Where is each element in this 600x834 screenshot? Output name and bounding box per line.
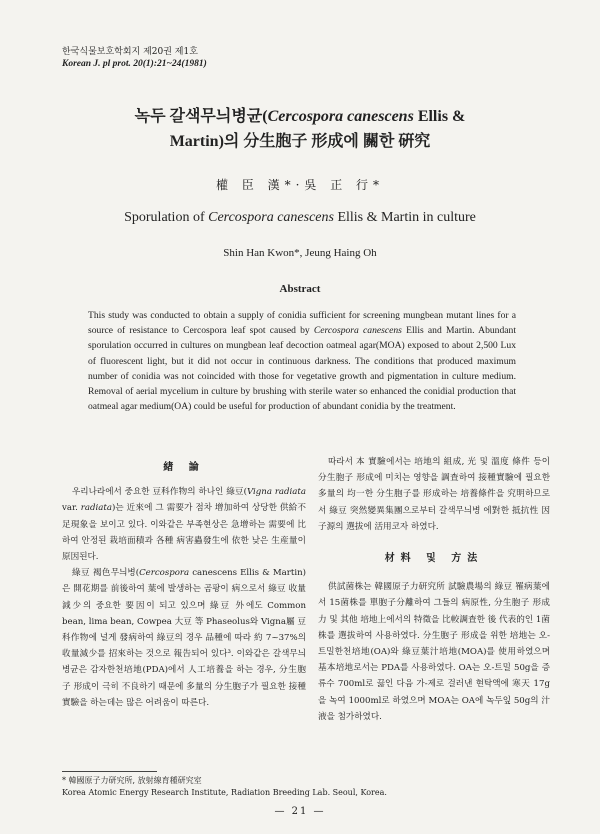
intro-p2-text-a: 綠豆 褐色무늬병(: [72, 568, 140, 579]
title-en-pre: Sporulation of: [124, 210, 209, 225]
title-en-species: Cercospora canescens: [208, 210, 334, 225]
intro-p2-species: Cercospora: [139, 568, 190, 579]
intro-paragraph-1: [62, 484, 306, 565]
authors-english: Shin Han Kwon*, Jeung Haing Oh: [223, 247, 377, 259]
left-column: [62, 456, 306, 711]
abstract-heading: Abstract: [279, 283, 321, 295]
section-heading-methods: 材料 및 方法: [384, 553, 484, 565]
intro-p1-text-a: 우리나라에서 중요한 豆科作物의 하나인 綠豆(: [72, 487, 247, 498]
section-heading-introduction: 緖 論: [163, 462, 205, 473]
intro-paragraph-3: 따라서 本 實驗에서는 培地의 組成, 光 및 溫度 條件 등이 分生胞子 形成에 미치는 영향을 調査하여 接種實驗에 필요한 多量의 均一한 分生胞子를 形成하는 培養條件을 究明하므로서 綠豆 突然變異集團으로부터 갈색무늬병 에對한 抵抗性 因子源의 選拔에 活用코자 하였다.: [318, 457, 550, 532]
methods-paragraph-1: 供試菌株는 韓國原子力研究所 試驗農場의 綠豆 罹病葉에서 15菌株를 單胞子分離하여 그들의 病原性, 分生胞子 形成力 및 其他 培地上에서의 特徵을 比較調査한 後 代表的인 1菌株를 選拔하여 사용하였다. 分生胞子 形成을 위한 培地는 오-트밀한천培地(OA)와 綠豆葉汁培地(MOA)를 使用하였으며 基本培地로서는 PDA를 사용하였다. OA는 오-트밀 50g을 증류수 700ml로 끓인 다음 가-제로 걸러낸 현탁액에 寒天 17g을 녹여 1000ml로 하였으며 MOA는 OA에 녹두잎 50g의 汁液을 첨가하였다.: [318, 582, 550, 722]
abstract-text-1: This study was conducted to obtain a supply of conidia sufficient for screening mungbean mutant lines for a source of resistance to Cercospora leaf spot caused by: [88, 310, 516, 337]
footnote-divider: [62, 771, 157, 772]
footnote-line-ko: * 韓國原子力研究所, 放射線育種研究室: [62, 776, 202, 785]
intro-p1-species-2: radiata: [80, 503, 112, 514]
intro-p2-text-b: canescens Ellis & Martin)은 開花期를 前後하여 葉에 발생하는 곰팡이 病으로서 綠豆 收量減少의 중요한 要因이 되고 있으며 綠豆 外에도 Common bean, lima bean, Cowpea 大豆 等 Phaseolus와 Vigna屬 豆科作物에 널게 發病하여 綠豆의 경우 品種에 따라 約 7~37%의 收量減少를 招來하는 것으로 報告되어 있다³. 이와같은 갈색무늬병균은 감자한천培地(PDA)에서 人工培養을 하는 경우, 分生胞子 形成이 극히 不良하기 때문에 多量의 分生胞子가 필요한 接種實驗을 하는데는 많은 어려움이 따른다.: [62, 568, 306, 708]
intro-p1-text-b: var.: [62, 503, 81, 514]
authors-korean: 權 臣 漢*·吳 正 行*: [215, 178, 385, 192]
right-column: [318, 454, 550, 725]
title-ko-species: Cercospora canescens: [267, 108, 414, 125]
title-ko-line1-post: Ellis &: [413, 108, 466, 125]
journal-header: [62, 46, 207, 70]
page-number: — 21 —: [274, 806, 326, 817]
title-english: [0, 210, 600, 226]
journal-name-ko: 한국식물보호학회지 제20권 제1호: [62, 47, 198, 57]
title-korean: [40, 104, 560, 154]
journal-name-en: Korean J. pl prot. 20(1):21~24(1981): [62, 59, 207, 69]
title-ko-line1-pre: 녹두 갈색무늬병균(: [134, 108, 268, 125]
abstract-species: Cercospora canescens: [313, 325, 402, 337]
intro-paragraph-2: [62, 565, 306, 711]
footnote-line-en: Korea Atomic Energy Research Institute, Radiation Breeding Lab. Seoul, Korea.: [62, 788, 387, 797]
intro-p1-text-c: )는 近來에 그 需要가 점차 增加하여 상당한 供給不足現象을 보이고 있다. 이와같은 부족현상은 急增하는 需要에 比하여 안정된 栽培面積과 各種 病害蟲發生에 依한 낮은 生産量이 原因된다.: [62, 503, 306, 563]
abstract-text-2: Ellis and Martin. Abundant sporulation occurred in cultures on mungbean leaf decoction oatmeal agar(MOA) exposed to about 2,500 Lux of fluorescent light, but it did not occur in continuous darkness. The conditions that produced maximum number of conidia was not coincided with those for vegetative growth and pigmentation in culture medium. Removal of aerial mycelium in culture by brushing with sterile water so enhanced the conidial production that oatmeal agar medium(OA) could be useful for production of abundant conidia by the treatment.: [88, 325, 516, 413]
title-ko-line2: Martin)의 分生胞子 形成에 關한 硏究: [169, 133, 431, 150]
abstract-body: [88, 308, 516, 414]
footnote: [62, 775, 542, 799]
intro-p1-species-1: Vigna radiata: [247, 487, 306, 498]
title-en-post: Ellis & Martin in culture: [333, 210, 476, 225]
